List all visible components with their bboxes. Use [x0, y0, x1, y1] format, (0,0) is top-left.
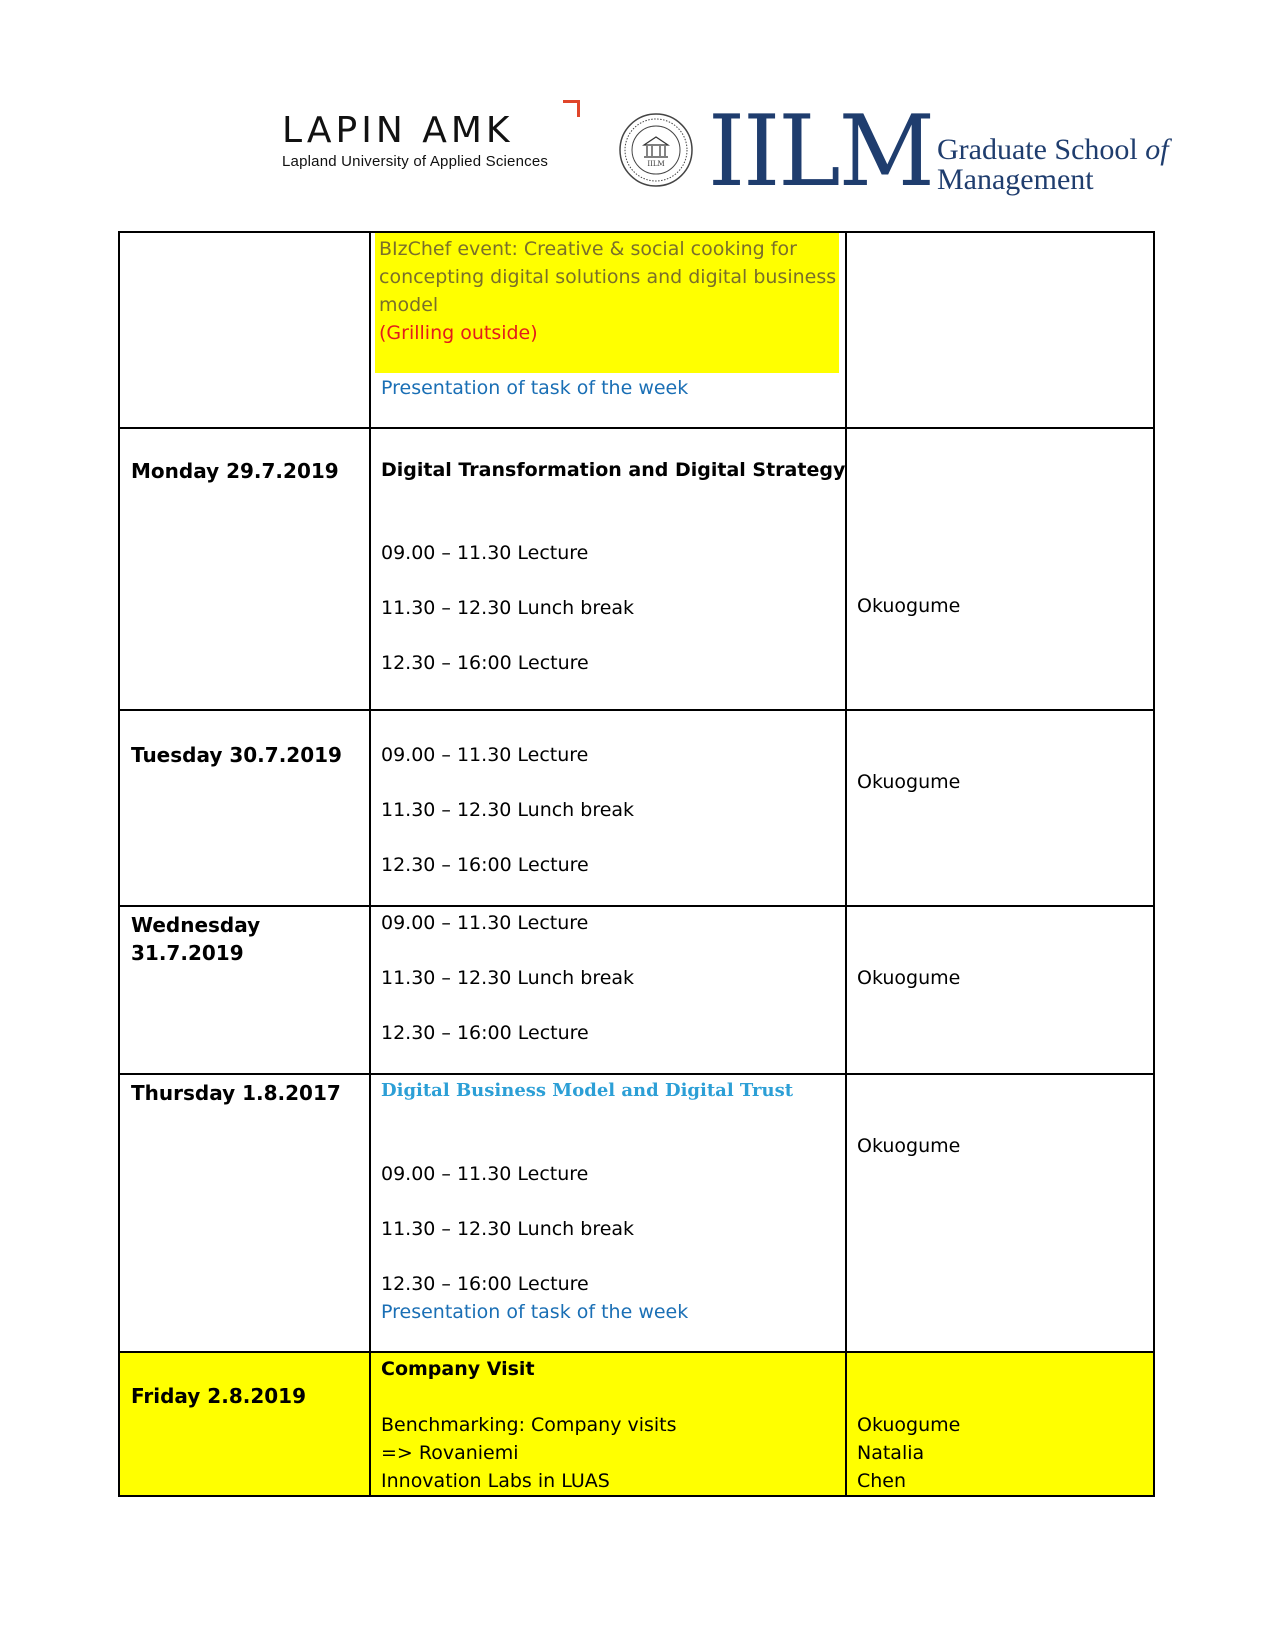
visit-line: Innovation Labs in LUAS: [381, 1470, 610, 1492]
session-line: 11.30 – 12.30 Lunch break: [381, 967, 635, 989]
session-line: 12.30 – 16:00 Lecture: [381, 1022, 589, 1044]
lecturer-name: Okuogume: [857, 771, 961, 793]
gsm-line1: Graduate School: [937, 133, 1146, 166]
activity-cell: [370, 1352, 846, 1496]
day-cell: [119, 428, 370, 710]
iilm-wordmark: IILM: [708, 94, 933, 210]
presentation-line: Presentation of task of the week: [381, 1301, 689, 1323]
session-line: 11.30 – 12.30 Lunch break: [381, 1218, 635, 1240]
lapin-corner-icon: [563, 100, 580, 117]
session-line: 09.00 – 11.30 Lecture: [381, 744, 589, 766]
lecturer-cell: [846, 1352, 1154, 1496]
lecturer-cell: [846, 232, 1154, 428]
session-line: 12.30 – 16:00 Lecture: [381, 652, 589, 674]
lecturer-name: Natalia: [857, 1442, 925, 1464]
topic-title: Company Visit: [381, 1358, 535, 1380]
session-line: 11.30 – 12.30 Lunch break: [381, 799, 635, 821]
lecturer-cell: [846, 428, 1154, 710]
lapin-amk-logo: [282, 112, 548, 170]
event-note: (Grilling outside): [379, 322, 538, 344]
day-cell: [119, 1074, 370, 1352]
session-line: 11.30 – 12.30 Lunch break: [381, 597, 635, 619]
table-row: [119, 428, 1154, 710]
table-row: [119, 906, 1154, 1074]
table-row: [119, 1074, 1154, 1352]
visit-line: Benchmarking: Company visits: [381, 1414, 677, 1436]
lapin-amk-subtitle: Lapland University of Applied Sciences: [282, 153, 549, 170]
day-cell: [119, 1352, 370, 1496]
event-line: model: [379, 294, 439, 316]
lecturer-name: Okuogume: [857, 595, 961, 617]
session-line: 09.00 – 11.30 Lecture: [381, 1163, 589, 1185]
event-line: concepting digital solutions and digital business: [379, 266, 837, 288]
lecturer-name: Okuogume: [857, 967, 961, 989]
activity-cell: [370, 710, 846, 906]
event-line: BIzChef event: Creative & social cooking for: [379, 238, 797, 260]
topic-title: Digital Business Model and Digital Trust: [381, 1080, 794, 1101]
lecturer-cell: [846, 906, 1154, 1074]
topic-title: Digital Transformation and Digital Strategy: [381, 459, 846, 481]
activity-cell: [370, 428, 846, 710]
session-line: 12.30 – 16:00 Lecture: [381, 854, 589, 876]
schedule-table: [118, 231, 1155, 1497]
seal-text: IILM: [647, 160, 665, 168]
day-label: Thursday 1.8.2017: [131, 1081, 341, 1105]
table-row: [119, 1352, 1154, 1496]
bizchef-highlight: [375, 233, 839, 373]
table-row: [119, 232, 1154, 428]
day-label: Monday 29.7.2019: [131, 459, 339, 483]
session-line: 09.00 – 11.30 Lecture: [381, 542, 589, 564]
session-line: 09.00 – 11.30 Lecture: [381, 912, 589, 934]
header-logos: [0, 90, 1275, 210]
day-date: 31.7.2019: [131, 941, 244, 965]
activity-cell: [370, 906, 846, 1074]
day-cell: [119, 232, 370, 428]
activity-cell: [370, 1074, 846, 1352]
iilm-seal-icon: [618, 112, 694, 188]
gsm-of: of: [1145, 133, 1169, 166]
lapin-amk-wordmark: LAPIN AMK: [282, 110, 514, 151]
lecturer-name: Chen: [857, 1470, 907, 1492]
lecturer-name: Okuogume: [857, 1414, 961, 1436]
graduate-school-label: [937, 135, 1169, 195]
visit-line: => Rovaniemi: [381, 1442, 519, 1464]
day-cell: [119, 906, 370, 1074]
presentation-line: Presentation of task of the week: [381, 377, 689, 399]
day-label: Wednesday: [131, 913, 261, 937]
day-label: Friday 2.8.2019: [131, 1384, 306, 1408]
day-cell: [119, 710, 370, 906]
lecturer-cell: [846, 1074, 1154, 1352]
table-row: [119, 710, 1154, 906]
session-line: 12.30 – 16:00 Lecture: [381, 1273, 589, 1295]
day-label: Tuesday 30.7.2019: [131, 743, 342, 767]
lecturer-cell: [846, 710, 1154, 906]
lecturer-name: Okuogume: [857, 1135, 961, 1157]
activity-cell: [370, 232, 846, 428]
gsm-line2: Management: [937, 163, 1094, 196]
